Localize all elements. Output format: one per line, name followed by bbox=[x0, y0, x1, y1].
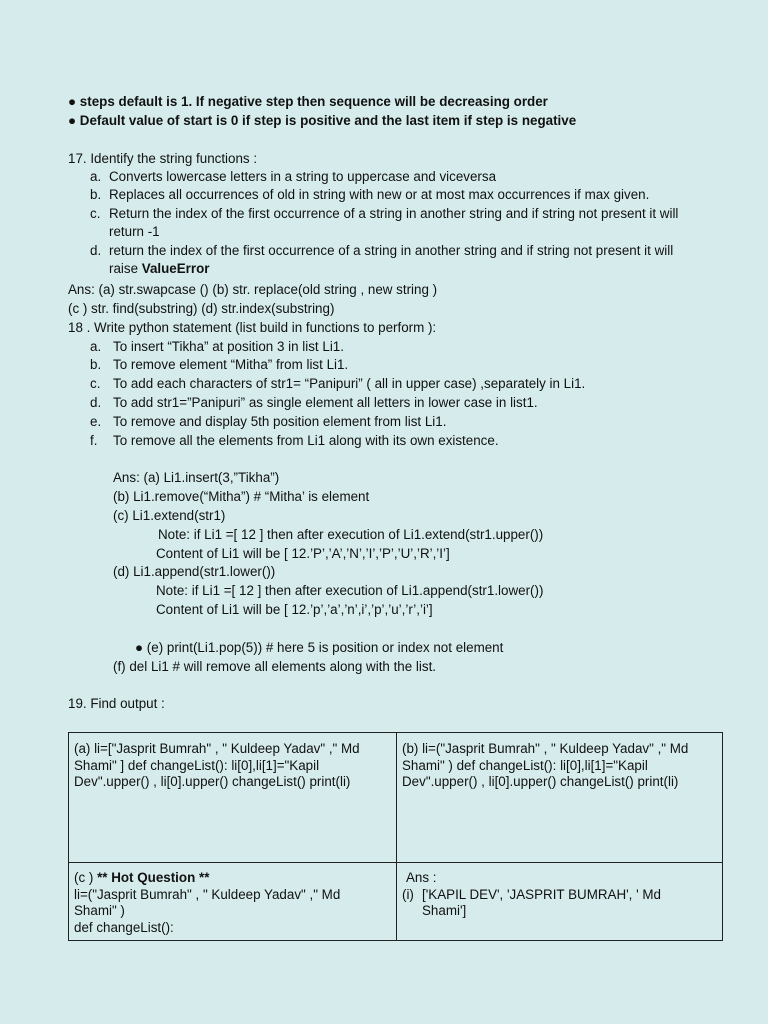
q18-answer-a: Ans: (a) Li1.insert(3,”Tikha”) bbox=[113, 470, 280, 485]
cell-question-c bbox=[74, 870, 374, 936]
q18-marker-b: b. bbox=[90, 357, 102, 372]
q17-item-d-cont bbox=[109, 259, 209, 278]
q17-title: 17. Identify the string functions : bbox=[68, 151, 258, 166]
hot-question-label: ** Hot Question ** bbox=[97, 870, 210, 885]
q18-answer-c: (c) Li1.extend(str1) bbox=[113, 508, 226, 523]
q18-answer-c-content: Content of Li1 will be [ 12.’P’,’A’,’N’,’I’,’P’,’U’,’R’,’I’] bbox=[156, 546, 450, 561]
table-column-divider bbox=[396, 733, 397, 940]
q17-item-b: Replaces all occurrences of old in string with new or at most max occurrences if max given. bbox=[109, 187, 650, 202]
q17-item-d: return the index of the first occurrence of a string in another string and if string not present it will bbox=[109, 243, 674, 258]
cell-c-heading bbox=[74, 870, 374, 887]
q17-item-c-cont: return -1 bbox=[109, 224, 160, 239]
q18-item-a: To insert “Tikha” at position 3 in list Li1. bbox=[113, 339, 344, 354]
answer-item-i bbox=[402, 886, 716, 920]
answer-marker: (i) bbox=[402, 886, 414, 902]
q19-title: 19. Find output : bbox=[68, 696, 165, 711]
cell-c-prefix: (c ) bbox=[74, 870, 98, 885]
q17-marker-c: c. bbox=[90, 206, 101, 221]
q18-marker-c: c. bbox=[90, 376, 101, 391]
q18-item-e: To remove and display 5th position element from list Li1. bbox=[113, 414, 447, 429]
q18-marker-f: f. bbox=[90, 433, 98, 448]
note-step-default: ● steps default is 1. If negative step then sequence will be decreasing order bbox=[68, 94, 548, 109]
cell-question-a: (a) li=["Jasprit Bumrah" , " Kuldeep Yadav" ," Md Shami" ] def changeList(): li[0],li[1]="Kapil Dev".upper() , li[0].upper() changeList() print(li) bbox=[74, 741, 360, 789]
cell-question-b: (b) li=("Jasprit Bumrah" , " Kuldeep Yadav" ," Md Shami" ) def changeList(): li[0],li[1]="Kapil Dev".upper() , li[0].upper() changeList() print(li) bbox=[402, 741, 689, 789]
note-start-default: ● Default value of start is 0 if step is positive and the last item if step is negative bbox=[68, 113, 577, 128]
q17-answer-line-1: Ans: (a) str.swapcase () (b) str. replace(old string , new string ) bbox=[68, 282, 438, 297]
q17-marker-a: a. bbox=[90, 169, 102, 184]
q18-answer-c-note: Note: if Li1 =[ 12 ] then after execution of Li1.extend(str1.upper()) bbox=[158, 527, 544, 542]
cell-answer bbox=[402, 870, 716, 920]
q18-item-c: To add each characters of str1= “Panipuri” ( all in upper case) ,separately in Li1. bbox=[113, 376, 586, 391]
q18-marker-d: d. bbox=[90, 395, 102, 410]
q18-answer-f: (f) del Li1 # will remove all elements along with the list. bbox=[113, 659, 437, 674]
q17-item-c: Return the index of the first occurrence of a string in another string and if string not present it will bbox=[109, 206, 679, 221]
q18-answer-b: (b) Li1.remove(“Mitha”) # “Mitha’ is element bbox=[113, 489, 370, 504]
answer-title: Ans : bbox=[406, 870, 437, 885]
q17-item-a: Converts lowercase letters in a string to uppercase and viceversa bbox=[109, 169, 497, 184]
q17-item-d-prefix: raise bbox=[109, 261, 142, 276]
q18-answer-d-note: Note: if Li1 =[ 12 ] then after execution of Li1.append(str1.lower()) bbox=[156, 583, 544, 598]
value-error-term: ValueError bbox=[141, 261, 210, 276]
q18-marker-a: a. bbox=[90, 339, 102, 354]
q18-answer-d-content: Content of Li1 will be [ 12.’p’,’a’,’n’,i’,’p’,’u’,’r’,’i’] bbox=[156, 602, 433, 617]
answer-text: ['KAPIL DEV', 'JASPRIT BUMRAH', ' Md Shami'] bbox=[422, 886, 661, 918]
q17-marker-b: b. bbox=[90, 187, 102, 202]
q18-item-b: To remove element “Mitha” from list Li1. bbox=[113, 357, 349, 372]
q18-title: 18 . Write python statement (list build in functions to perform ): bbox=[68, 320, 437, 335]
cell-c-def: def changeList(): bbox=[74, 919, 174, 935]
output-table bbox=[68, 732, 723, 941]
q18-item-f: To remove all the elements from Li1 along with its own existence. bbox=[113, 433, 499, 448]
q18-answer-e: ● (e) print(Li1.pop(5)) # here 5 is position or index not element bbox=[135, 640, 504, 655]
q18-marker-e: e. bbox=[90, 414, 102, 429]
q17-marker-d: d. bbox=[90, 243, 102, 258]
table-row-divider bbox=[69, 862, 722, 863]
q17-answer-line-2: (c ) str. find(substring) (d) str.index(substring) bbox=[68, 301, 335, 316]
q18-item-d: To add str1=”Panipuri” as single element all letters in lower case in list1. bbox=[113, 395, 538, 410]
q18-answer-d: (d) Li1.append(str1.lower()) bbox=[113, 564, 276, 579]
cell-c-list: li=("Jasprit Bumrah" , " Kuldeep Yadav" ," Md Shami" ) bbox=[74, 886, 341, 918]
